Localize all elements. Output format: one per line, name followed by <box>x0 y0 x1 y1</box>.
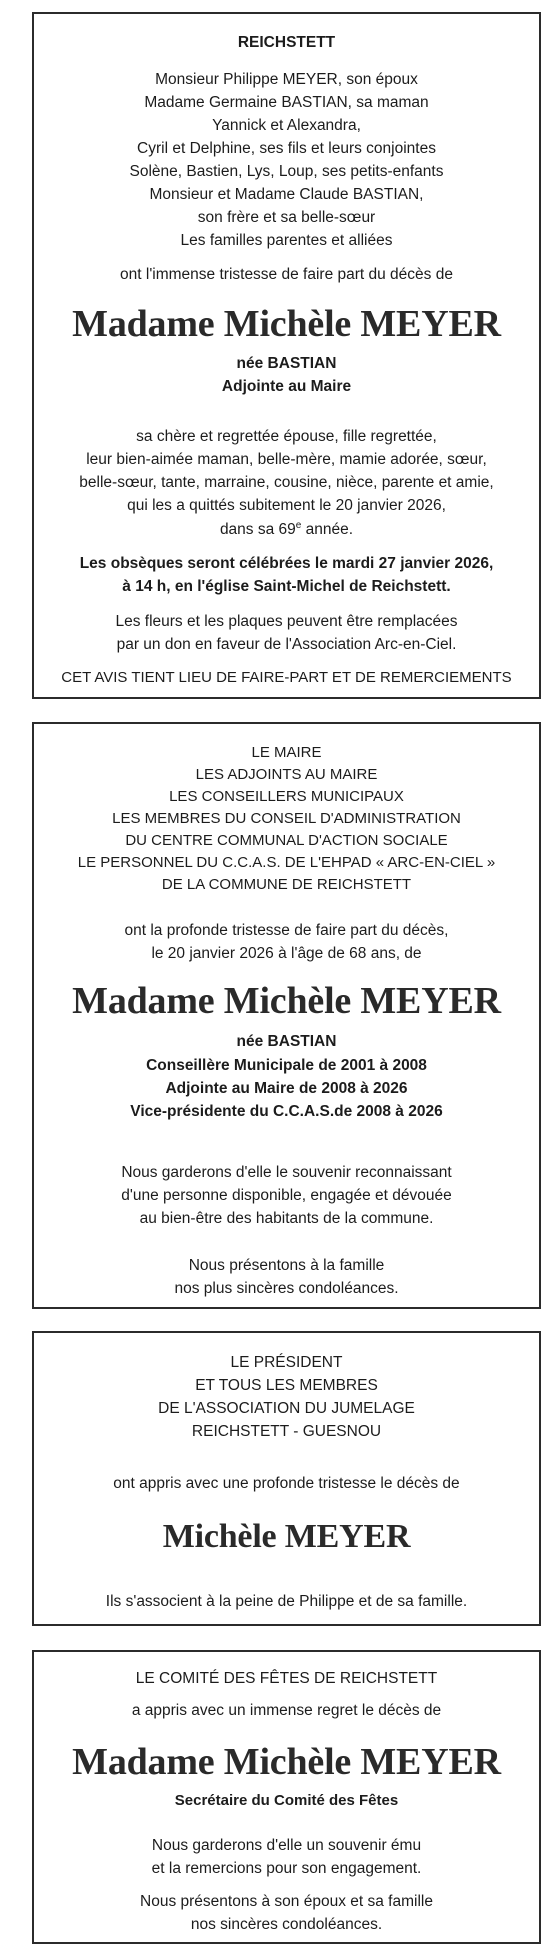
age-prefix: dans sa 69 <box>219 521 296 539</box>
sender-line: LES ADJOINTS AU MAIRE <box>195 766 378 783</box>
title-line: Conseillère Municipale de 2001 à 2008 <box>146 1057 427 1074</box>
family-line: Les familles parentes et alliées <box>180 232 393 249</box>
tribute-line: et la remercions pour son engagement. <box>151 1860 422 1877</box>
announcement: a appris avec un immense regret le décès de <box>131 1702 442 1719</box>
family-line: son frère et sa belle-sœur <box>197 209 376 226</box>
deceased-name: Michèle MEYER <box>162 1518 411 1555</box>
family-line: Cyril et Delphine, ses fils et leurs conjointes <box>137 140 436 157</box>
family-line: Madame Germaine BASTIAN, sa maman <box>144 94 429 111</box>
sender-line: LE COMITÉ DES FÊTES DE REICHSTETT <box>135 1670 438 1687</box>
age-suffix: année. <box>301 521 354 539</box>
sender-line: LE PERSONNEL DU C.C.A.S. DE L'EHPAD « ARC-EN-CIEL » <box>77 854 496 871</box>
sender-line: DE L'ASSOCIATION DU JUMELAGE <box>158 1400 415 1417</box>
tribute-line: Nous garderons d'elle un souvenir ému <box>151 1837 422 1854</box>
death-notice-municipality <box>32 722 541 1309</box>
deceased-name: Madame Michèle MEYER <box>72 980 501 1022</box>
description-line: belle-sœur, tante, marraine, cousine, nièce, parente et amie, <box>79 474 494 491</box>
funeral-line: à 14 h, en l'église Saint-Michel de Reichstett. <box>122 578 451 595</box>
sender-line: LE MAIRE <box>251 744 322 761</box>
condolences-line: Nous présentons à son époux et sa famille <box>140 1893 433 1910</box>
family-line: Solène, Bastien, Lys, Loup, ses petits-enfants <box>129 163 444 180</box>
sender-line: LE PRÉSIDENT <box>230 1354 343 1371</box>
closing-line: Ils s'associent à la peine de Philippe et de sa famille. <box>105 1593 468 1610</box>
maiden-name: née BASTIAN <box>236 1033 337 1050</box>
sender-line: REICHSTETT - GUESNOU <box>191 1423 382 1440</box>
title-line: Vice-présidente du C.C.A.S.de 2008 à 2026 <box>130 1103 443 1120</box>
age-superscript: e <box>295 520 302 531</box>
tribute-line: au bien-être des habitants de la commune. <box>139 1210 434 1227</box>
age-line <box>34 520 539 538</box>
announcement: le 20 janvier 2026 à l'âge de 68 ans, de <box>151 945 422 962</box>
notice-footer: CET AVIS TIENT LIEU DE FAIRE-PART ET DE REMERCIEMENTS <box>61 669 512 686</box>
announcement: ont appris avec une profonde tristesse le décès de <box>113 1475 460 1492</box>
description-line: qui les a quittés subitement le 20 janvier 2026, <box>127 497 446 514</box>
flowers-line: par un don en faveur de l'Association Arc-en-Ciel. <box>116 636 457 653</box>
family-line: Monsieur Philippe MEYER, son époux <box>155 71 418 88</box>
description-line: sa chère et regrettée épouse, fille regrettée, <box>136 428 437 445</box>
sender-line: LES CONSEILLERS MUNICIPAUX <box>169 788 404 805</box>
maiden-name: née BASTIAN <box>236 355 337 372</box>
deceased-role: Secrétaire du Comité des Fêtes <box>174 1792 399 1809</box>
death-notice-festival-committee <box>32 1650 541 1944</box>
family-line: Yannick et Alexandra, <box>212 117 361 134</box>
family-line: Monsieur et Madame Claude BASTIAN, <box>149 186 424 203</box>
tribute-line: Nous garderons d'elle le souvenir reconnaissant <box>121 1164 452 1181</box>
death-notice-family <box>32 12 541 699</box>
announcement: ont l'immense tristesse de faire part du décès de <box>120 266 453 283</box>
death-notice-twinning-association <box>32 1331 541 1626</box>
condolences-line: nos sincères condoléances. <box>190 1916 383 1933</box>
deceased-name: Madame Michèle MEYER <box>72 303 501 345</box>
sender-line: ET TOUS LES MEMBRES <box>195 1377 378 1394</box>
funeral-line: Les obsèques seront célébrées le mardi 27 janvier 2026, <box>79 555 494 572</box>
sender-line: DU CENTRE COMMUNAL D'ACTION SOCIALE <box>125 832 448 849</box>
deceased-name: Madame Michèle MEYER <box>72 1741 501 1783</box>
sender-line: DE LA COMMUNE DE REICHSTETT <box>161 876 412 893</box>
condolences-line: nos plus sincères condoléances. <box>174 1280 399 1297</box>
title-line: Adjointe au Maire de 2008 à 2026 <box>165 1080 408 1097</box>
description-line: leur bien-aimée maman, belle-mère, mamie adorée, sœur, <box>86 451 487 468</box>
condolences-line: Nous présentons à la famille <box>188 1257 385 1274</box>
flowers-line: Les fleurs et les plaques peuvent être remplacées <box>115 613 458 630</box>
sender-line: LES MEMBRES DU CONSEIL D'ADMINISTRATION <box>112 810 461 827</box>
tribute-line: d'une personne disponible, engagée et dévouée <box>121 1187 452 1204</box>
deceased-role: Adjointe au Maire <box>221 378 352 395</box>
announcement: ont la profonde tristesse de faire part du décès, <box>124 922 449 939</box>
notice-heading: REICHSTETT <box>237 34 336 51</box>
